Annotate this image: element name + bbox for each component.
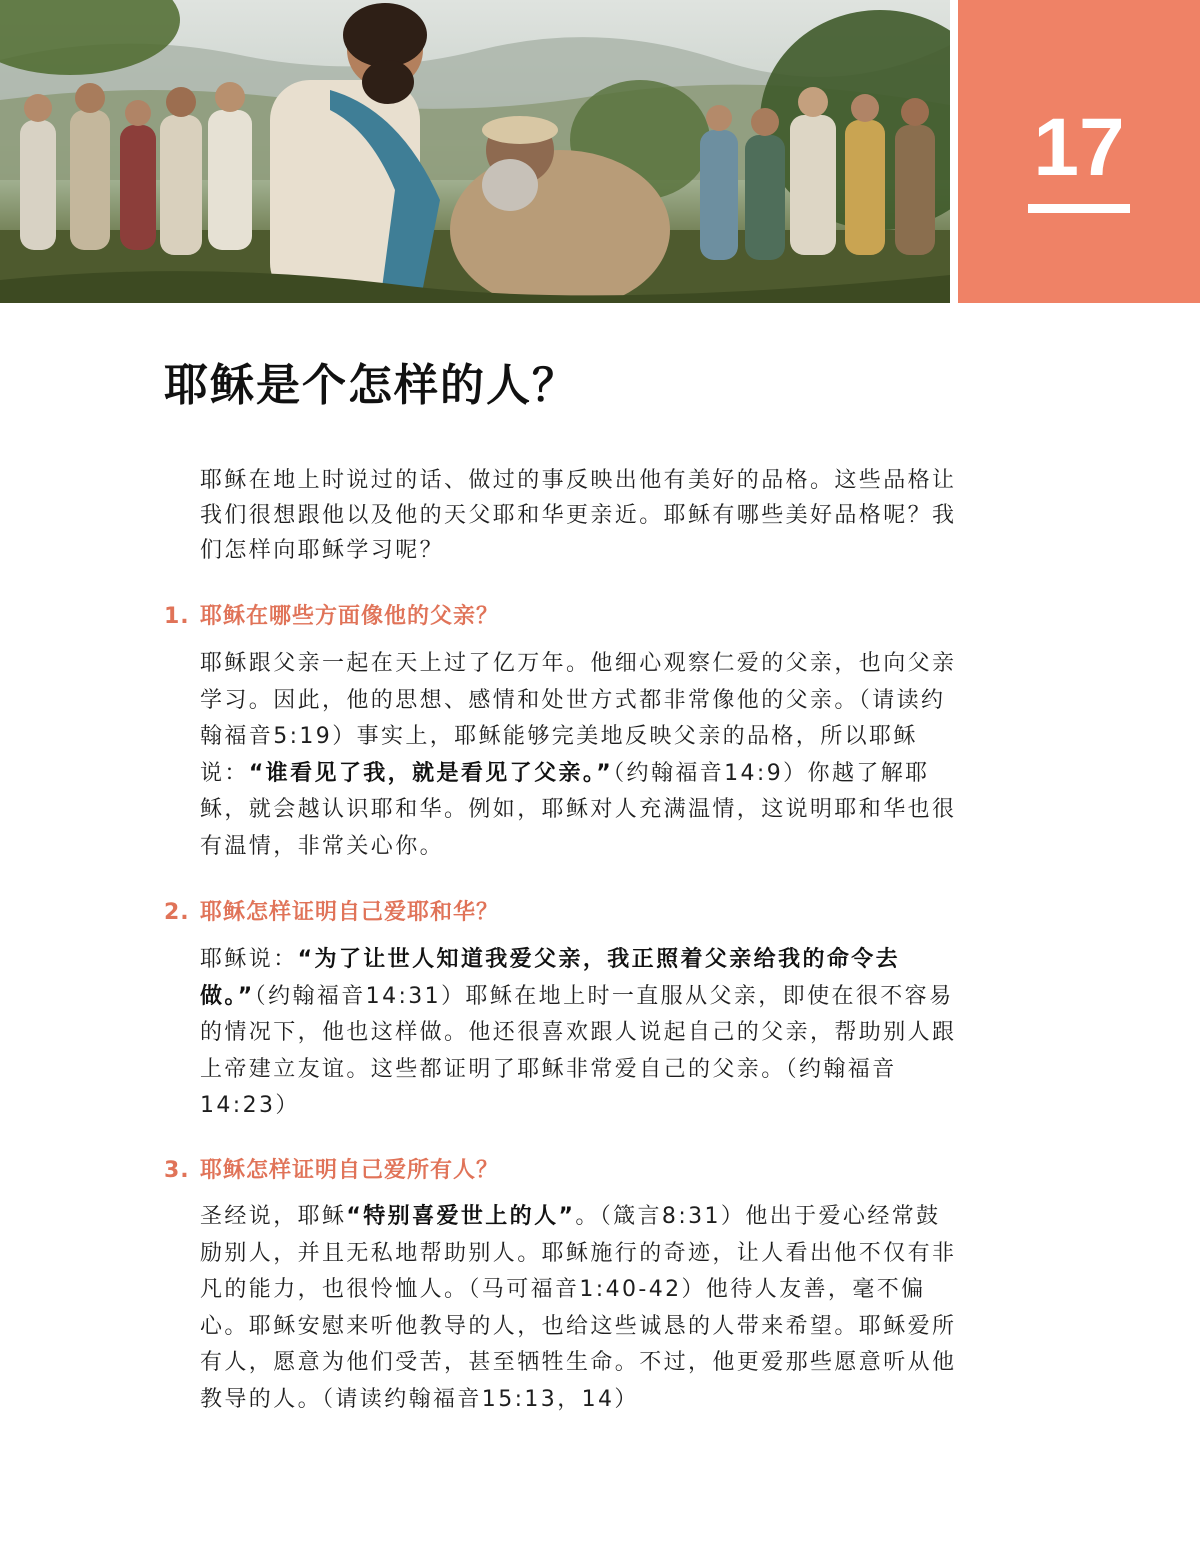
section-2-text-b: （约翰福音14:31）耶稣在地上时一直服从父亲，即使在很不容易的情况下，他也这样做。他还很喜欢跟人说起自己的父亲，帮助别人跟上帝建立友谊。这些都证明了耶稣非常爱自己的父亲。（约翰福音14:23）	[200, 983, 957, 1119]
section-1-text-b: （约翰福音14:9）你越了解耶稣，就会越认识耶和华。例如，耶稣对人充满温情，这说明耶和华也很有温情，非常关心你。	[200, 760, 957, 859]
section-1-heading	[164, 600, 499, 634]
lesson-number: 17	[1033, 102, 1125, 193]
section-1-text-a: 耶稣跟父亲一起在天上过了亿万年。他细心观察仁爱的父亲，也向父亲学习。因此，他的思想、感情和处世方式都非常像他的父亲。（请读约翰福音5:19）事实上，耶稣能够完美地反映父亲的品格，所以耶稣说：	[200, 651, 957, 786]
section-3-body	[200, 1199, 960, 1419]
section-2-heading-text: 耶稣怎样证明自己爱耶和华？	[200, 900, 500, 925]
section-2-quote: “为了让世人知道我爱父亲，我正照着父亲给我的命令去做。”	[200, 947, 901, 1009]
intro-paragraph: 耶稣在地上时说过的话、做过的事反映出他有美好的品格。这些品格让我们很想跟他以及他的天父耶和华更亲近。耶稣有哪些美好品格呢？我们怎样向耶稣学习呢？	[200, 468, 957, 563]
section-2-body	[200, 942, 960, 1125]
section-2-text-a: 耶稣说：	[200, 947, 298, 972]
section-1-quote: “谁看见了我，就是看见了父亲。”	[248, 760, 614, 786]
hero-illustration	[0, 0, 950, 303]
hero-image	[0, 0, 950, 303]
section-3-quote: “特别喜爱世上的人”	[346, 1204, 576, 1229]
section-1-body	[200, 646, 960, 866]
section-1-heading-text: 耶稣在哪些方面像他的父亲？	[200, 604, 500, 629]
section-2-heading	[164, 896, 499, 930]
section-3-heading	[164, 1154, 499, 1188]
lesson-number-box	[958, 0, 1200, 303]
section-3-number: 3.	[164, 1158, 190, 1183]
lesson-number-underline	[1028, 204, 1130, 213]
page-title: 耶稣是个怎样的人？	[164, 360, 578, 411]
section-2-number: 2.	[164, 900, 190, 925]
section-3-text-a: 圣经说，耶稣	[200, 1204, 347, 1229]
section-3-text-b: 。（箴言8:31）他出于爱心经常鼓励别人，并且无私地帮助别人。耶稣施行的奇迹，让人看出他不仅有非凡的能力，也很怜恤人。（马可福音1:40-42）他待人友善，毫不偏心。耶稣安慰来听他教导的人，也给这些诚恳的人带来希望。耶稣爱所有人，愿意为他们受苦，甚至牺牲生命。不过，他更爱那些愿意听从他教导的人。（请读约翰福音15:13，14）	[200, 1204, 957, 1412]
section-1-number: 1.	[164, 604, 190, 629]
section-3-heading-text: 耶稣怎样证明自己爱所有人？	[200, 1158, 500, 1183]
